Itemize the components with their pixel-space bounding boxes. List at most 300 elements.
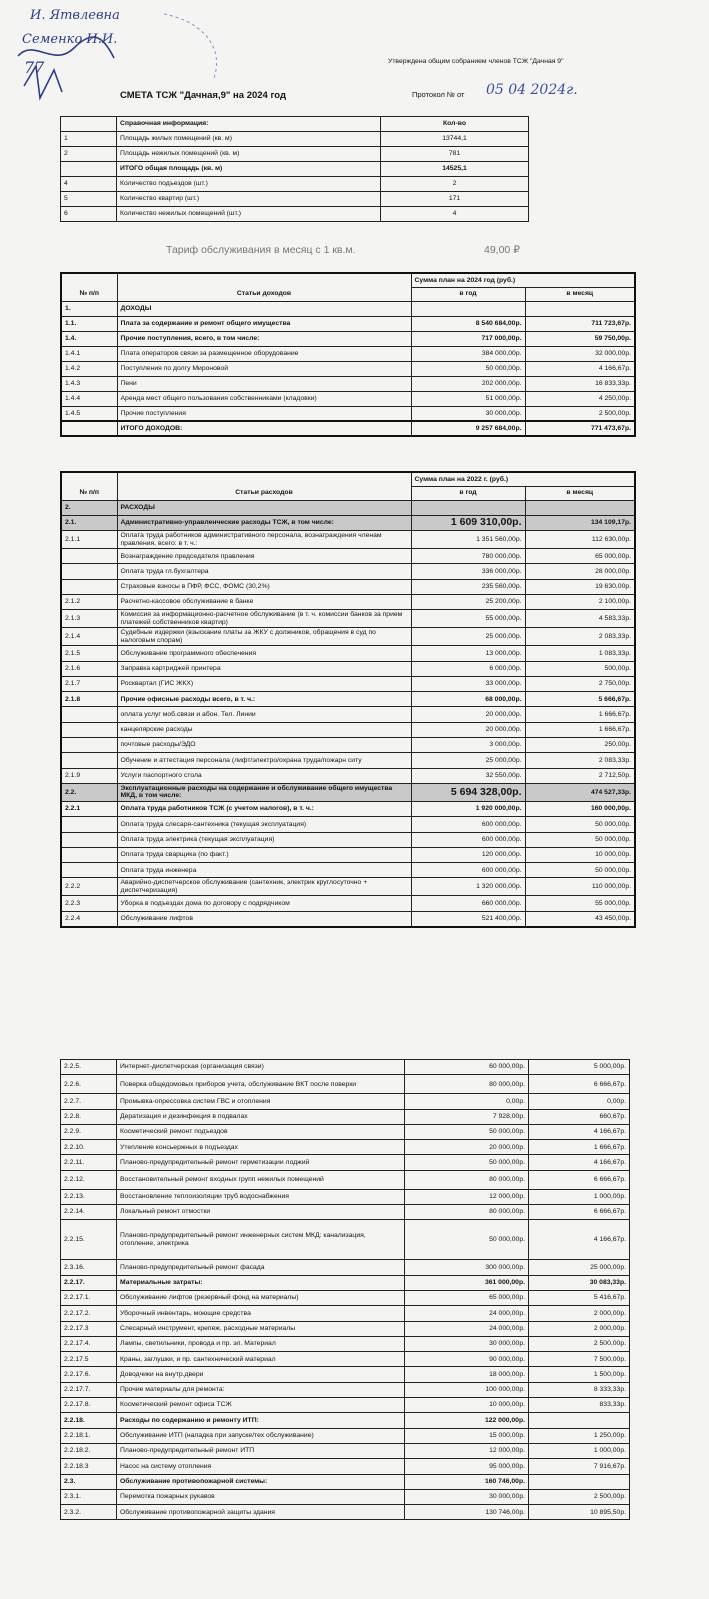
row-year-amount: 600 000,00р. [411,863,525,878]
row-number: 2.2.15. [61,1220,117,1260]
row-month-amount: 50 000,00р. [525,817,635,832]
info-header-value: Кол-во [381,117,529,132]
row-month-amount: 59 750,00р. [525,331,635,346]
row-number: 2.2.3 [61,896,117,911]
row-name: Заправка картриджей принтера [117,661,411,676]
row-name: Планово-предупредительный ремонт герметизации лоджий [117,1155,405,1170]
table-row [61,801,635,816]
row-number: 2.2.8. [61,1109,117,1124]
row-name: Восстановление теплоизоляции труб водоснабжения [117,1189,405,1204]
row-number: 2.2.4 [61,911,117,926]
table-row [61,832,635,847]
row-month-amount: 55 000,00р. [525,896,635,911]
row-month-amount: 2 500,00р. [525,406,635,421]
row-number: 2.2.17. [61,1275,117,1290]
table-row [61,594,635,609]
row-month-amount: 16 833,33р. [525,376,635,391]
row-month-amount: 500,00р. [525,661,635,676]
expenses-col-name: Статьи расходов [117,486,411,500]
info-number: 2 [61,147,117,162]
info-number: 1 [61,132,117,147]
row-year-amount: 32 550,00р. [411,768,525,783]
row-number [61,753,117,768]
row-year-amount: 95 000,00р. [405,1459,529,1474]
row-year-amount: 300 000,00р. [405,1260,529,1275]
table-row [61,863,635,878]
row-number: 2.3. [61,1474,117,1489]
table-row [61,1189,630,1204]
table-row [61,847,635,862]
table-row [61,1140,630,1155]
row-month-amount: 1 000,00р. [529,1189,630,1204]
table-row [61,331,635,346]
income-col-year: в год [411,287,525,301]
row-number [61,722,117,737]
table-row [61,1205,630,1220]
row-number: 1.4. [61,331,117,346]
info-row [61,177,529,192]
table-row [61,361,635,376]
table-row [61,661,635,676]
row-number: 2.2.17.7. [61,1382,117,1397]
row-month-amount: 50 000,00р. [525,832,635,847]
row-month-amount: 10 895,50р. [529,1505,630,1520]
row-number: 2.2. [61,783,117,801]
row-number [61,549,117,564]
row-number: 2.1.9 [61,768,117,783]
row-month-amount: 7 916,67р. [529,1459,630,1474]
info-value: 2 [381,177,529,192]
row-number: 2.1.5 [61,646,117,661]
row-name: Обслуживание программного обеспечения [117,646,411,661]
table-row [61,316,635,331]
info-label: Количество нежилых помещений (шт.) [117,207,381,222]
row-year-amount: 30 000,00р. [405,1489,529,1504]
row-number: 2.1.2 [61,594,117,609]
expenses-continued-table [60,1059,630,1520]
row-number: 2.2.18.3 [61,1459,117,1474]
row-number: 2.1. [61,515,117,530]
info-row [61,132,529,147]
expenses-col-year: в год [411,486,525,500]
row-number: 2.2.1 [61,801,117,816]
expenses-sum-header: Сумма план на 2022 г. (руб.) [411,472,635,486]
table-row [61,301,635,316]
table-cell [61,273,117,287]
row-year-amount: 50 000,00р. [405,1220,529,1260]
row-month-amount: 5 416,67р. [529,1290,630,1305]
row-month-amount: 2 000,00р. [529,1306,630,1321]
row-year-amount: 51 000,00р. [411,391,525,406]
row-month-amount: 2 712,50р. [525,768,635,783]
table-row [61,406,635,421]
table-row [61,1109,630,1124]
table-row [61,564,635,579]
row-name: Планово-предупредительный ремонт фасада [117,1260,405,1275]
row-number [61,738,117,753]
row-year-amount: 1 351 560,00р. [411,531,525,549]
row-month-amount: 32 000,00р. [525,346,635,361]
table-row [61,783,635,801]
row-name: Перемотка пожарных рукавов [117,1489,405,1504]
row-year-amount: 13 000,00р. [411,646,525,661]
table-row [61,646,635,661]
row-number: 1.4.5 [61,406,117,421]
row-name: почтовые расходы/ЭДО [117,738,411,753]
row-name: Обслуживание противопожарной системы: [117,1474,405,1489]
row-month-amount: 0,00р. [529,1094,630,1109]
table-cell [117,273,411,287]
row-name: Обслуживание лифтов (резервный фонд на материалы) [117,1290,405,1305]
row-name: Восстановительный ремонт входных групп нежилых помещений [117,1170,405,1189]
row-month-amount: 50 000,00р. [525,863,635,878]
row-month-amount: 4 166,67р. [529,1124,630,1139]
row-name: Страховые взносы в ПФР, ФСС, ФОМС (30,2%) [117,579,411,594]
row-name: Оплата труда работников административного персонала, вознаграждения членам правления, всего: в т. ч.: [117,531,411,549]
row-number: 2.1.3 [61,610,117,628]
info-number: 5 [61,192,117,207]
info-number: 6 [61,207,117,222]
table-row [61,1260,630,1275]
row-month-amount: 1 666,67р. [525,707,635,722]
row-year-amount: 717 000,00р. [411,331,525,346]
row-name: Дератизация и дезинфекция в подвалах [117,1109,405,1124]
table-row [61,579,635,594]
row-month-amount: 7 500,00р. [529,1352,630,1367]
row-number: 1.4.3 [61,376,117,391]
row-month-amount [525,500,635,515]
reference-info-table [60,116,529,222]
protocol-date: 05 04 2024г. [486,82,578,98]
row-number: 2.2.17.6. [61,1367,117,1382]
row-year-amount: 25 200,00р. [411,594,525,609]
row-year-amount: 25 000,00р. [411,753,525,768]
income-total-year: 9 257 684,00р. [411,421,525,436]
info-label: Количество квартир (шт.) [117,192,381,207]
row-number: 2.2.18.2. [61,1443,117,1458]
row-name: Локальный ремонт отмостки [117,1205,405,1220]
table-row [61,346,635,361]
row-month-amount: 660,67р. [529,1109,630,1124]
row-year-amount: 20 000,00р. [411,722,525,737]
row-month-amount: 2 750,00р. [525,676,635,691]
row-name: Оплата труда работников ТСЖ (с учетом налогов), в т. ч.: [117,801,411,816]
row-year-amount: 120 000,00р. [411,847,525,862]
row-name: Лампы, светильники, провода и пр. эл. Материал [117,1336,405,1351]
row-number: 2.1.6 [61,661,117,676]
expenses-column-header-row [61,486,635,500]
row-name: Аренда мест общего пользования собственниками (кладовки) [117,391,411,406]
table-row [61,722,635,737]
protocol-label: Протокол № от [412,90,465,99]
row-month-amount: 1 666,67р. [529,1140,630,1155]
row-name: Плата за содержание и ремонт общего имущества [117,316,411,331]
row-month-amount: 1 000,00р. [529,1443,630,1458]
row-year-amount: 60 000,00р. [405,1060,529,1075]
row-month-amount [525,301,635,316]
info-label: Количество подъездов (шт.) [117,177,381,192]
row-year-amount: 7 928,00р. [405,1109,529,1124]
info-header-row [61,117,529,132]
row-number [61,832,117,847]
row-name: Росквартал (ГИС ЖКХ) [117,676,411,691]
table-row [61,531,635,549]
row-name: Услуги паспортного стола [117,768,411,783]
table-row [61,1428,630,1443]
row-number: 2.2.17.2. [61,1306,117,1321]
handwritten-name-1: И. Ятвлевна [30,8,120,23]
row-month-amount: 4 583,33р. [525,610,635,628]
row-number [61,817,117,832]
table-row [61,1474,630,1489]
row-number: 2.2.13. [61,1189,117,1204]
table-row [61,1124,630,1139]
table-row [61,1459,630,1474]
row-month-amount: 2 500,00р. [529,1336,630,1351]
row-year-amount: 30 000,00р. [405,1336,529,1351]
row-year-amount [411,301,525,316]
row-number: 2.2.2 [61,878,117,896]
row-number: 2.1.7 [61,676,117,691]
income-total-row [61,421,635,436]
handwritten-initials: 77 [24,58,45,77]
row-month-amount [529,1474,630,1489]
row-year-amount: 1 320 000,00р. [411,878,525,896]
table-cell [61,421,117,436]
row-number: 2.1.4 [61,628,117,646]
row-month-amount: 2 500,00р. [529,1489,630,1504]
info-label: ИТОГО общая площадь (кв. м) [117,162,381,177]
table-row [61,1094,630,1109]
row-name: Расходы по содержанию и ремонту ИТП: [117,1413,405,1428]
row-name: РАСХОДЫ [117,500,411,515]
row-name: Оплата труда слесаря-сантехника (текущая эксплуатация) [117,817,411,832]
row-month-amount: 1 250,00р. [529,1428,630,1443]
row-month-amount: 19 630,00р. [525,579,635,594]
income-sum-header: Сумма план на 2024 год (руб.) [411,273,635,287]
income-col-month: в месяц [525,287,635,301]
row-month-amount: 65 000,00р. [525,549,635,564]
row-year-amount: 20 000,00р. [405,1140,529,1155]
row-number: 2.1.1 [61,531,117,549]
row-month-amount: 4 250,00р. [525,391,635,406]
row-number: 2.2.17.1. [61,1290,117,1305]
row-name: канцелярские расходы [117,722,411,737]
table-row [61,1443,630,1458]
row-year-amount: 521 400,00р. [411,911,525,926]
row-year-amount: 50 000,00р. [411,361,525,376]
info-number [61,162,117,177]
row-year-amount: 5 694 328,00р. [411,783,525,801]
table-row [61,676,635,691]
income-total-label: ИТОГО ДОХОДОВ: [117,421,411,436]
row-year-amount: 24 000,00р. [405,1306,529,1321]
table-row [61,1275,630,1290]
info-value: 14525,1 [381,162,529,177]
row-number [61,707,117,722]
info-label: Площадь нежилых помещений (кв. м) [117,147,381,162]
row-month-amount [529,1413,630,1428]
row-year-amount: 361 000,00р. [405,1275,529,1290]
row-year-amount: 336 000,00р. [411,564,525,579]
table-row [61,549,635,564]
row-name: Эксплуатационные расходы на содержание и обслуживание общего имущества МКД, в том числе: [117,783,411,801]
row-number: 2.2.17.3 [61,1321,117,1336]
row-name: Прочие офисные расходы всего, в т. ч.: [117,692,411,707]
row-year-amount: 68 000,00р. [411,692,525,707]
row-number: 2.2.11. [61,1155,117,1170]
row-name: Обслуживание ИТП (наладка при запуске/тех обслуживание) [117,1428,405,1443]
row-name: Обслуживание лифтов [117,911,411,926]
income-col-n: № п/п [61,287,117,301]
row-year-amount: 6 000,00р. [411,661,525,676]
info-row [61,207,529,222]
income-sum-header-row [61,273,635,287]
table-row [61,768,635,783]
row-year-amount: 384 000,00р. [411,346,525,361]
row-month-amount: 43 450,00р. [525,911,635,926]
row-year-amount: 33 000,00р. [411,676,525,691]
row-month-amount: 2 083,33р. [525,628,635,646]
row-year-amount: 30 000,00р. [411,406,525,421]
row-number: 2.1.8 [61,692,117,707]
table-row [61,1489,630,1504]
row-name: Прочие поступления [117,406,411,421]
row-name: Интернет-диспетчерская (организация связи) [117,1060,405,1075]
row-name: Оплата труда электрика (текущая эксплуатация) [117,832,411,847]
row-month-amount: 28 000,00р. [525,564,635,579]
row-number: 2. [61,500,117,515]
expenses-table [60,471,636,928]
row-name: Утепление консьержных в подъездах [117,1140,405,1155]
info-value: 13744,1 [381,132,529,147]
table-row [61,1505,630,1520]
tariff-value: 49,00 ₽ [484,244,520,256]
row-month-amount: 1 500,00р. [529,1367,630,1382]
row-number: 2.2.9. [61,1124,117,1139]
row-name: Комиссия за информационно-расчетное обслуживание (в т. ч. комиссии банков за прием платежей собственников квартир) [117,610,411,628]
row-number: 2.3.16. [61,1260,117,1275]
row-year-amount: 1 609 310,00р. [411,515,525,530]
row-number: 2.2.10. [61,1140,117,1155]
row-number [61,564,117,579]
row-month-amount: 110 000,00р. [525,878,635,896]
row-name: Пени [117,376,411,391]
table-row [61,896,635,911]
row-month-amount: 1 083,33р. [525,646,635,661]
table-row [61,1413,630,1428]
row-year-amount: 100 000,00р. [405,1382,529,1397]
row-name: Поступления по долгу Мироновой [117,361,411,376]
row-number [61,863,117,878]
row-month-amount: 474 527,33р. [525,783,635,801]
expenses-col-month: в месяц [525,486,635,500]
row-year-amount: 80 000,00р. [405,1170,529,1189]
row-year-amount: 600 000,00р. [411,832,525,847]
row-year-amount: 130 746,00р. [405,1505,529,1520]
row-month-amount: 2 000,00р. [529,1321,630,1336]
row-year-amount: 160 746,00р. [405,1474,529,1489]
row-name: Оплата труда инженера [117,863,411,878]
info-value: 171 [381,192,529,207]
row-name: Судебные издержки (взыскание платы за ЖКУ с должников, обращения в суд по налоговым спорам) [117,628,411,646]
row-month-amount: 160 000,00р. [525,801,635,816]
row-year-amount: 80 000,00р. [405,1205,529,1220]
table-row [61,1398,630,1413]
row-year-amount: 235 560,00р. [411,579,525,594]
row-year-amount: 25 000,00р. [411,628,525,646]
table-row [61,911,635,926]
table-row [61,1155,630,1170]
table-row [61,610,635,628]
row-name: Расчетно-кассовое обслуживание в банке [117,594,411,609]
row-year-amount: 50 000,00р. [405,1124,529,1139]
tariff-label: Тариф обслуживания в месяц с 1 кв.м. [166,244,356,256]
row-month-amount: 833,33р. [529,1398,630,1413]
row-number: 2.2.7. [61,1094,117,1109]
row-number [61,579,117,594]
row-number: 2.2.18. [61,1413,117,1428]
row-month-amount: 4 166,67р. [529,1220,630,1260]
row-year-amount [411,500,525,515]
row-name: Косметический ремонт офиса ТСЖ [117,1398,405,1413]
row-number: 2.2.17.4. [61,1336,117,1351]
row-month-amount: 5 000,00р. [529,1060,630,1075]
info-label: Площадь жилых помещений (кв. м) [117,132,381,147]
row-year-amount: 3 000,00р. [411,738,525,753]
row-month-amount: 10 000,00р. [525,847,635,862]
row-year-amount: 65 000,00р. [405,1290,529,1305]
row-year-amount: 55 000,00р. [411,610,525,628]
row-year-amount: 0,00р. [405,1094,529,1109]
row-year-amount: 10 000,00р. [405,1398,529,1413]
info-number: 4 [61,177,117,192]
info-row [61,147,529,162]
row-number: 2.2.6. [61,1075,117,1094]
table-row [61,376,635,391]
row-year-amount: 600 000,00р. [411,817,525,832]
row-month-amount: 250,00р. [525,738,635,753]
row-month-amount: 711 723,67р. [525,316,635,331]
row-year-amount: 660 000,00р. [411,896,525,911]
row-number: 2.3.1. [61,1489,117,1504]
row-month-amount: 134 109,17р. [525,515,635,530]
row-name: Промывка-опрессовка систем ГВС и отопления [117,1094,405,1109]
table-row [61,878,635,896]
row-month-amount: 6 666,67р. [529,1170,630,1189]
table-row [61,1290,630,1305]
row-number: 2.3.2. [61,1505,117,1520]
row-name: Слесарный инструмент, крепеж, расходные материалы [117,1321,405,1336]
info-row [61,192,529,207]
row-name: Поверка общедомовых приборов учета, обслуживание ВКТ после поверки [117,1075,405,1094]
row-year-amount: 780 000,00р. [411,549,525,564]
row-name: Прочие поступления, всего, в том числе: [117,331,411,346]
row-number: 1.4.1 [61,346,117,361]
row-month-amount: 30 083,33р. [529,1275,630,1290]
table-row [61,1352,630,1367]
row-name: оплата услуг моб.связи и абон. Тел. Линии [117,707,411,722]
income-col-name: Статьи доходов [117,287,411,301]
table-row [61,1170,630,1189]
table-row [61,707,635,722]
row-year-amount: 12 000,00р. [405,1443,529,1458]
row-number: 2.2.17.8. [61,1398,117,1413]
row-month-amount: 2 100,00р. [525,594,635,609]
table-cell [61,117,117,132]
row-month-amount: 1 666,67р. [525,722,635,737]
row-month-amount: 5 666,67р. [525,692,635,707]
